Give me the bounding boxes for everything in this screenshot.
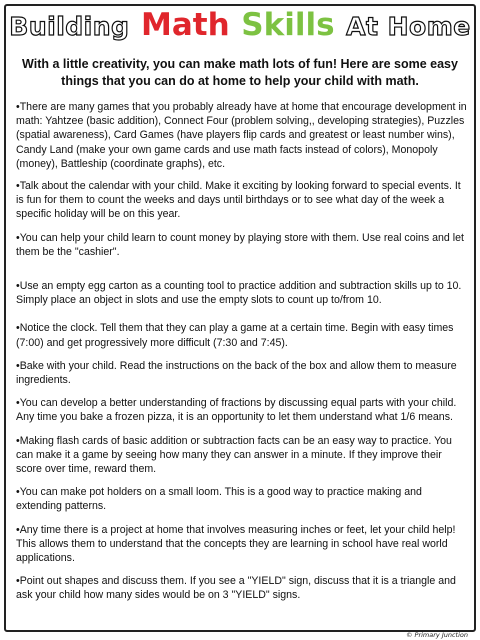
tip-item: •Point out shapes and discuss them. If you see a "YIELD" sign, discuss that it is a triangle and ask your child how many sides would be on 3 "YIELD" signs. [16, 575, 456, 602]
page-title [0, 7, 480, 43]
tips-list [16, 100, 468, 603]
tip-item: •Any time there is a project at home that involves measuring inches or feet, let your child help! This allows them to understand that the concepts they are learning in school have real world applications. [16, 523, 456, 565]
tip-item: •Notice the clock. Tell them that they can play a game at a certain time. Begin with easy times (7:00) and get progressively more difficult (7:30 and 7:45). [16, 322, 454, 349]
tip-item: •Talk about the calendar with your child. Make it exciting by looking forward to special events. It is fun for them to count the weeks and days until birthdays or to see what day of the week a specific holiday will be on this year. [16, 180, 461, 221]
tip-item: •There are many games that you probably already have at home that encourage development in math: Yahtzee (basic addition), Connect Four (problem solving,, developing strategies), Puzzles (spatial awareness), Card Games (have players flip cards and greatest or least number wins), Candy Land (make your own game cards and use math facts instead of colors), Monopoly (money), Battleship (coordinate graphs), etc. [16, 101, 467, 170]
tip-item: •You can make pot holders on a small loom. This is a good way to practice making and extending patterns. [16, 486, 422, 513]
title-at-home: At Home [346, 12, 471, 41]
title-building: Building [9, 12, 130, 41]
tip-item: •You can help your child learn to count money by playing store with them. Use real coins and let them be the "cashier". [16, 231, 464, 258]
title-math: Math [141, 7, 230, 43]
tip-item: •Use an empty egg carton as a counting tool to practice addition and subtraction skills up to 10. Simply place an object in slots and use the empty slots to count up to/from 10. [16, 280, 462, 307]
tip-item: •You can develop a better understanding of fractions by discussing equal parts with your child. Any time you bake a frozen pizza, it is an opportunity to let them understand what 1/6 means. [16, 397, 457, 424]
tip-item: •Bake with your child. Read the instructions on the back of the box and allow them to measure ingredients. [16, 359, 457, 387]
footer-credit: © Primary Junction [405, 631, 468, 639]
tip-item: •Making flash cards of basic addition or subtraction facts can be an easy way to practice. You can make it a game by seeing how many they can answer in a minute. If they improve their score over time, reward them. [16, 434, 452, 476]
intro-text: With a little creativity, you can make math lots of fun! Here are some easy things that you can do at home to help your child with math. [22, 57, 458, 88]
title-skills: Skills [241, 7, 335, 43]
